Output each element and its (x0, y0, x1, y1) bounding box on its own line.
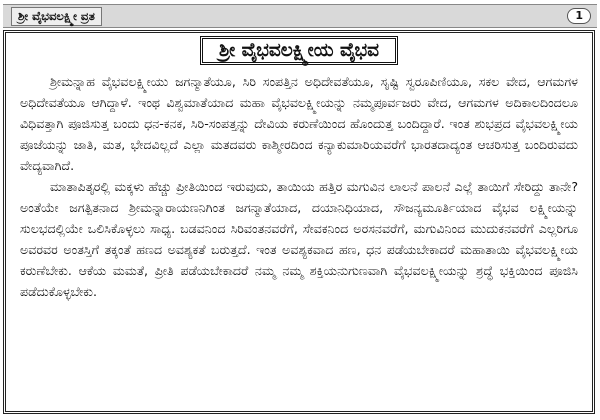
running-title: ಶ್ರೀ ವೈಭವಲಕ್ಷ್ಮೀ ವ್ರತ (11, 7, 102, 26)
paragraph-1: ಶ್ರೀಮನ್ನಾಹ ವೈಭವಲಕ್ಷ್ಮೀಯು ಜಗನ್ಮಾತೆಯೂ, ಸಿರಿ ಸಂಪತ್ತಿನ ಅಧಿದೇವತೆಯೂ, ಸೃಷ್ಟಿ ಸ್ವರೂಪಿಣಿಯೂ, ಸಕಲ ವೇದ, ಆಗಮಗಳ ಅಧಿದೇವತೆಯೂ ಆಗಿದ್ದಾಳೆ. ಇಂಥ ವಿಶ್ವಮಾತೆಯಾದ ಮಹಾ ವೈಭವಲಕ್ಷ್ಮೀಯನ್ನು ನಮ್ಮಪೂರ್ವಜರು ವೇದ, ಆಗಮಗಳ ಅದಿಕಾಲದಿಂದಲೂ ವಿಧಿವತ್ತಾಗಿ ಪೂಜಿಸುತ್ತ ಬಂದು ಧನ-ಕನಕ, ಸಿರಿ-ಸಂಪತ್ತನ್ನು ದೇವಿಯ ಕರುಣೆಯಿಂದ ಹೊಂದುತ್ತ ಬಂದಿದ್ದಾರೆ. ಇಂತ ಶುಭಪ್ರದ ವೈಭವಲಕ್ಷ್ಮೀಯ ಪೂಜೆಯನ್ನು ಜಾತಿ, ಮತ, ಭೇದವಿಲ್ಲದೆ ಎಲ್ಲಾ ಮತದವರು ಕಾಶ್ಮೀರದಿಂದ ಕನ್ಯಾಕುಮಾರಿಯವರೆಗೆ ಭಾರತದಾದ್ಯಂತ ಆಚರಿಸುತ್ತ ಬಂದಿರುವದು ವೇದ್ಯವಾಗಿದೆ. (20, 74, 578, 173)
paragraph-2: ಮಾತಾಪಿತೃರಲ್ಲಿ ಮಕ್ಕಳು ಹೆಚ್ಚು ಪ್ರೀತಿಯಿಂದ ಇರುವುದು, ತಾಯಿಯ ಹತ್ತಿರ ಮಗುವಿನ ಲಾಲನೆ ಪಾಲನೆ ಎಲ್ಲೆ ತಾಯಿಗೆ ಸೇರಿದ್ದು ತಾನೇ? ಅಂತೆಯೇ ಜಗತ್ಪಿತನಾದ ಶ್ರೀಮನ್ನಾರಾಯಣನಿಗಿಂತ ಜಗನ್ಮಾತೆಯಾದ, ದಯಾನಿಧಿಯಾದ, ಸೌಜನ್ಯಮೂರ್ತಿಯಾದ ವೈಭವ ಲಕ್ಷ್ಮೀಯನ್ನು ಸುಲಭದಲ್ಲಿಯೇ ಒಲಿಸಿಕೊಳ್ಳಲು ಸಾಧ್ಯ. ಬಡವನಿಂದ ಸಿರಿವಂತನವರೆಗೆ, ಸೇವಕನಿಂದ ಅರಸನವರೆಗೆ, ಮಗುವಿನಿಂದ ಮುದುಕನವರೆಗೆ ಎಲ್ಲರಿಗೂ ಅವರವರ ಅಂತಸ್ತಿಗೆ ತಕ್ಕಂತೆ ಹಣದ ಅವಶ್ಯಕತೆ ಬರುತ್ತದೆ. ಇಂತ ಅವಶ್ಯಕವಾದ ಹಣ, ಧನ ಪಡೆಯಬೇಕಾದರೆ ಮಹಾತಾಯಿ ವೈಭವಲಕ್ಷ್ಮೀಯ ಕರುಣೆಬೇಕು. ಆಕೆಯ ಮಮತೆ, ಪ್ರೀತಿ ಪಡೆಯಬೇಕಾದರೆ ನಮ್ಮ ನಮ್ಮ ಶಕ್ತಿಯನುಗುಣವಾಗಿ ವೈಭವಲಕ್ಷ್ಮೀಯನ್ನು ಶ್ರದ್ಧೆ ಭಕ್ತಿಯಿಂದ ಪೂಜಿಸಿ ಪಡೆದುಕೊಳ್ಳಬೇಕು. (20, 179, 578, 299)
content-frame (3, 30, 595, 414)
title-wrap (20, 36, 578, 65)
page-header (3, 4, 597, 28)
article-title: ಶ್ರೀ ವೈಭವಲಕ್ಷ್ಮೀಯ ವೈಭವ (200, 36, 398, 65)
page-number: 1 (567, 8, 591, 24)
